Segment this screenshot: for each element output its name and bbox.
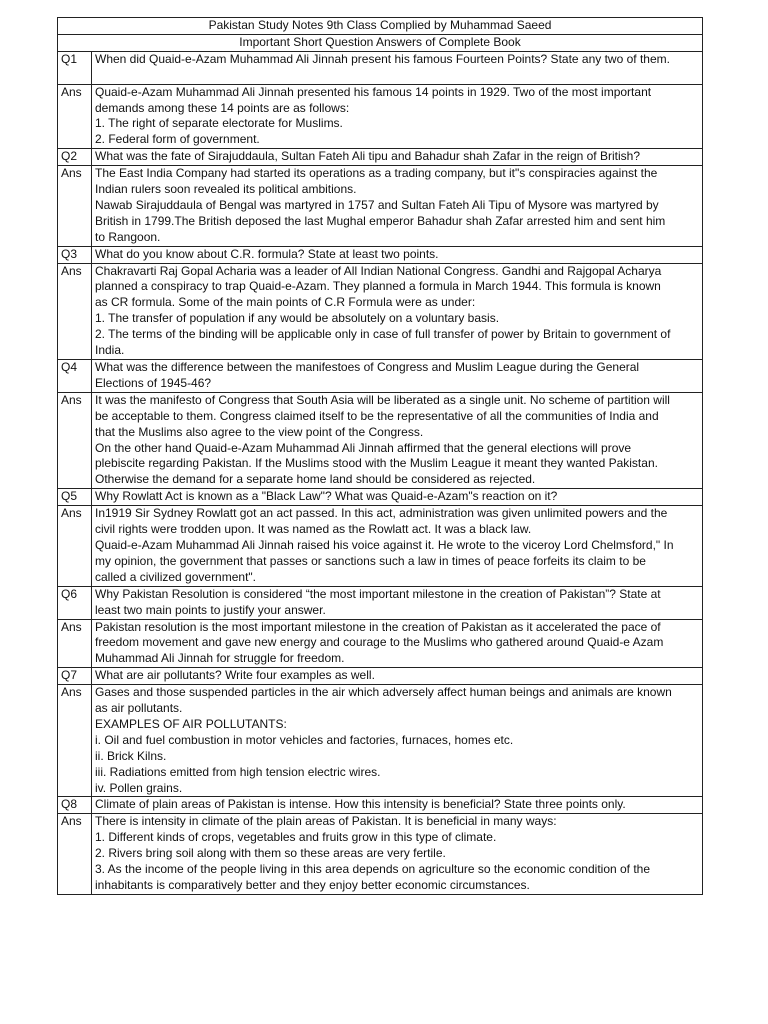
answer-label: Ans [58,619,92,668]
answer-text [92,263,703,359]
text-line: Pakistan resolution is the most important milestone in the creation of Pakistan as it accelerated the pace of [95,619,661,634]
text-line: be acceptable to them. Congress claimed itself to be the representative of all the communities of India and [95,408,659,423]
answer-label: Ans [58,263,92,359]
text-line: to Rangoon. [95,229,161,244]
document-subtitle: Important Short Question Answers of Complete Book [58,34,703,51]
answer-text [92,166,703,247]
question-row [58,586,703,619]
text-line: 1. Different kinds of crops, vegetables and fruits grow in this type of climate. [95,830,497,845]
question-row [58,246,703,263]
text-line: demands among these 14 points are as follows: [95,100,350,115]
text-line: as CR formula. Some of the main points of C.R Formula were as under: [95,295,476,310]
text-line: i. Oil and fuel combustion in motor vehicles and factories, furnaces, homes etc. [95,732,514,747]
text-line: Quaid-e-Azam Muhammad Ali Jinnah presented his famous 14 points in 1929. Two of the most important [95,84,652,99]
answer-row [58,166,703,247]
question-number: Q6 [58,586,92,619]
answer-label: Ans [58,392,92,488]
question-number: Q3 [58,246,92,263]
notes-table-body [58,18,703,895]
question-number: Q7 [58,668,92,685]
document-title: Pakistan Study Notes 9th Class Complied by Muhammad Saeed [58,18,703,35]
question-text [92,668,703,685]
answer-row [58,619,703,668]
text-line: When did Quaid-e-Azam Muhammad Ali Jinnah present his famous Fourteen Points? State any two of them. [95,51,670,66]
text-line: Climate of plain areas of Pakistan is intense. How this intensity is beneficial? State three points only. [95,797,626,812]
question-number: Q2 [58,149,92,166]
text-line: civil rights were trodden upon. It was named as the Rowlatt act. It was a black law. [95,522,532,537]
text-line: Elections of 1945-46? [95,375,212,390]
text-line: 3. As the income of the people living in this area depends on agriculture so the economic condition of the [95,862,651,877]
answer-label: Ans [58,814,92,895]
answer-text [92,619,703,668]
question-number: Q4 [58,360,92,393]
text-line: inhabitants is comparatively better and they enjoy better economic circumstances. [95,878,530,893]
text-line: 2. Rivers bring soil along with them so these areas are very fertile. [95,846,446,861]
text-line: It was the manifesto of Congress that South Asia will be liberated as a single unit. No scheme of partition will [95,392,670,407]
question-row [58,149,703,166]
answer-row [58,84,703,149]
text-line: British in 1799.The British deposed the last Mughal emperor Bahadur shah Zafar arrested him and sent him [95,213,666,228]
text-line: The East India Company had started its operations as a trading company, but it"s conspiracies against the [95,166,658,181]
answer-text [92,814,703,895]
answer-row [58,685,703,797]
question-row [58,360,703,393]
text-line: planned a conspiracy to trap Quaid-e-Azam. They planned a formula in March 1944. This formula is known [95,279,661,294]
question-text [92,51,703,84]
text-line: iv. Pollen grains. [95,780,183,795]
text-line: that the Muslims also agree to the view point of the Congress. [95,424,424,439]
text-line: What are air pollutants? Write four examples as well. [95,668,375,683]
text-line: India. [95,343,125,358]
text-line: What was the difference between the manifestoes of Congress and Muslim League during the General [95,360,640,375]
text-line: On the other hand Quaid-e-Azam Muhammad Ali Jinnah affirmed that the general elections will prove [95,440,632,455]
text-line: 2. The terms of the binding will be applicable only in case of full transfer of power by Britain to government of [95,327,671,342]
blank-line [95,68,700,84]
question-row [58,797,703,814]
question-number: Q5 [58,489,92,506]
answer-label: Ans [58,166,92,247]
text-line: What was the fate of Sirajuddaula, Sultan Fateh Ali tipu and Bahadur shah Zafar in the reign of British? [95,149,640,164]
answer-label: Ans [58,506,92,587]
question-number: Q1 [58,51,92,84]
notes-table [57,17,703,895]
question-text [92,246,703,263]
question-text [92,149,703,166]
header-subtitle-row [58,34,703,51]
text-line: Chakravarti Raj Gopal Acharia was a leader of All Indian National Congress. Gandhi and Rajgopal Acharya [95,263,662,278]
header-title-row [58,18,703,35]
text-line: In1919 Sir Sydney Rowlatt got an act passed. In this act, administration was given unlimited powers and the [95,506,668,521]
text-line: Nawab Sirajuddaula of Bengal was martyred in 1757 and Sultan Fateh Ali Tipu of Mysore was martyred by [95,197,659,212]
text-line: ii. Brick Kilns. [95,748,167,763]
text-line: least two main points to justify your answer. [95,602,326,617]
text-line: freedom movement and gave new energy and courage to the Muslims who gathered around Quaid-e Azam [95,635,664,650]
answer-label: Ans [58,84,92,149]
question-text [92,489,703,506]
text-line: iii. Radiations emitted from high tension electric wires. [95,764,381,779]
question-row [58,489,703,506]
text-line: 1. The transfer of population if any would be absolutely on a voluntary basis. [95,311,500,326]
text-line: Otherwise the demand for a separate home land should be considered as rejected. [95,472,536,487]
text-line: Quaid-e-Azam Muhammad Ali Jinnah raised his voice against it. He wrote to the viceroy Lord Chelmsford," In [95,537,674,552]
text-line: 2. Federal form of government. [95,132,260,147]
text-line: Why Rowlatt Act is known as a "Black Law"? What was Quaid-e-Azam"s reaction on it? [95,489,558,504]
text-line: my opinion, the government that passes or sanctions such a law in times of peace forfeits its claim to be [95,553,646,568]
text-line: There is intensity in climate of the plain areas of Pakistan. It is beneficial in many ways: [95,814,557,829]
answer-row [58,392,703,488]
answer-row [58,506,703,587]
answer-text [92,506,703,587]
answer-row [58,263,703,359]
answer-row [58,814,703,895]
question-row [58,51,703,84]
question-text [92,797,703,814]
text-line: as air pollutants. [95,701,183,716]
answer-text [92,84,703,149]
question-text [92,360,703,393]
text-line: EXAMPLES OF AIR POLLUTANTS: [95,716,287,731]
text-line: Why Pakistan Resolution is considered “the most important milestone in the creation of Pakistan”? State at [95,586,661,601]
text-line: called a civilized government". [95,569,257,584]
answer-text [92,392,703,488]
text-line: 1. The right of separate electorate for Muslims. [95,116,343,131]
text-line: Muhammad Ali Jinnah for struggle for freedom. [95,651,345,666]
question-text [92,586,703,619]
question-row [58,668,703,685]
text-line: What do you know about C.R. formula? State at least two points. [95,246,439,261]
question-number: Q8 [58,797,92,814]
answer-text [92,685,703,797]
text-line: plebiscite regarding Pakistan. If the Muslims stood with the Muslim League it meant they wanted Pakistan. [95,456,658,471]
text-line: Indian rulers soon revealed its political ambitions. [95,182,357,197]
answer-label: Ans [58,685,92,797]
text-line: Gases and those suspended particles in the air which adversely affect human beings and animals are known [95,685,672,700]
